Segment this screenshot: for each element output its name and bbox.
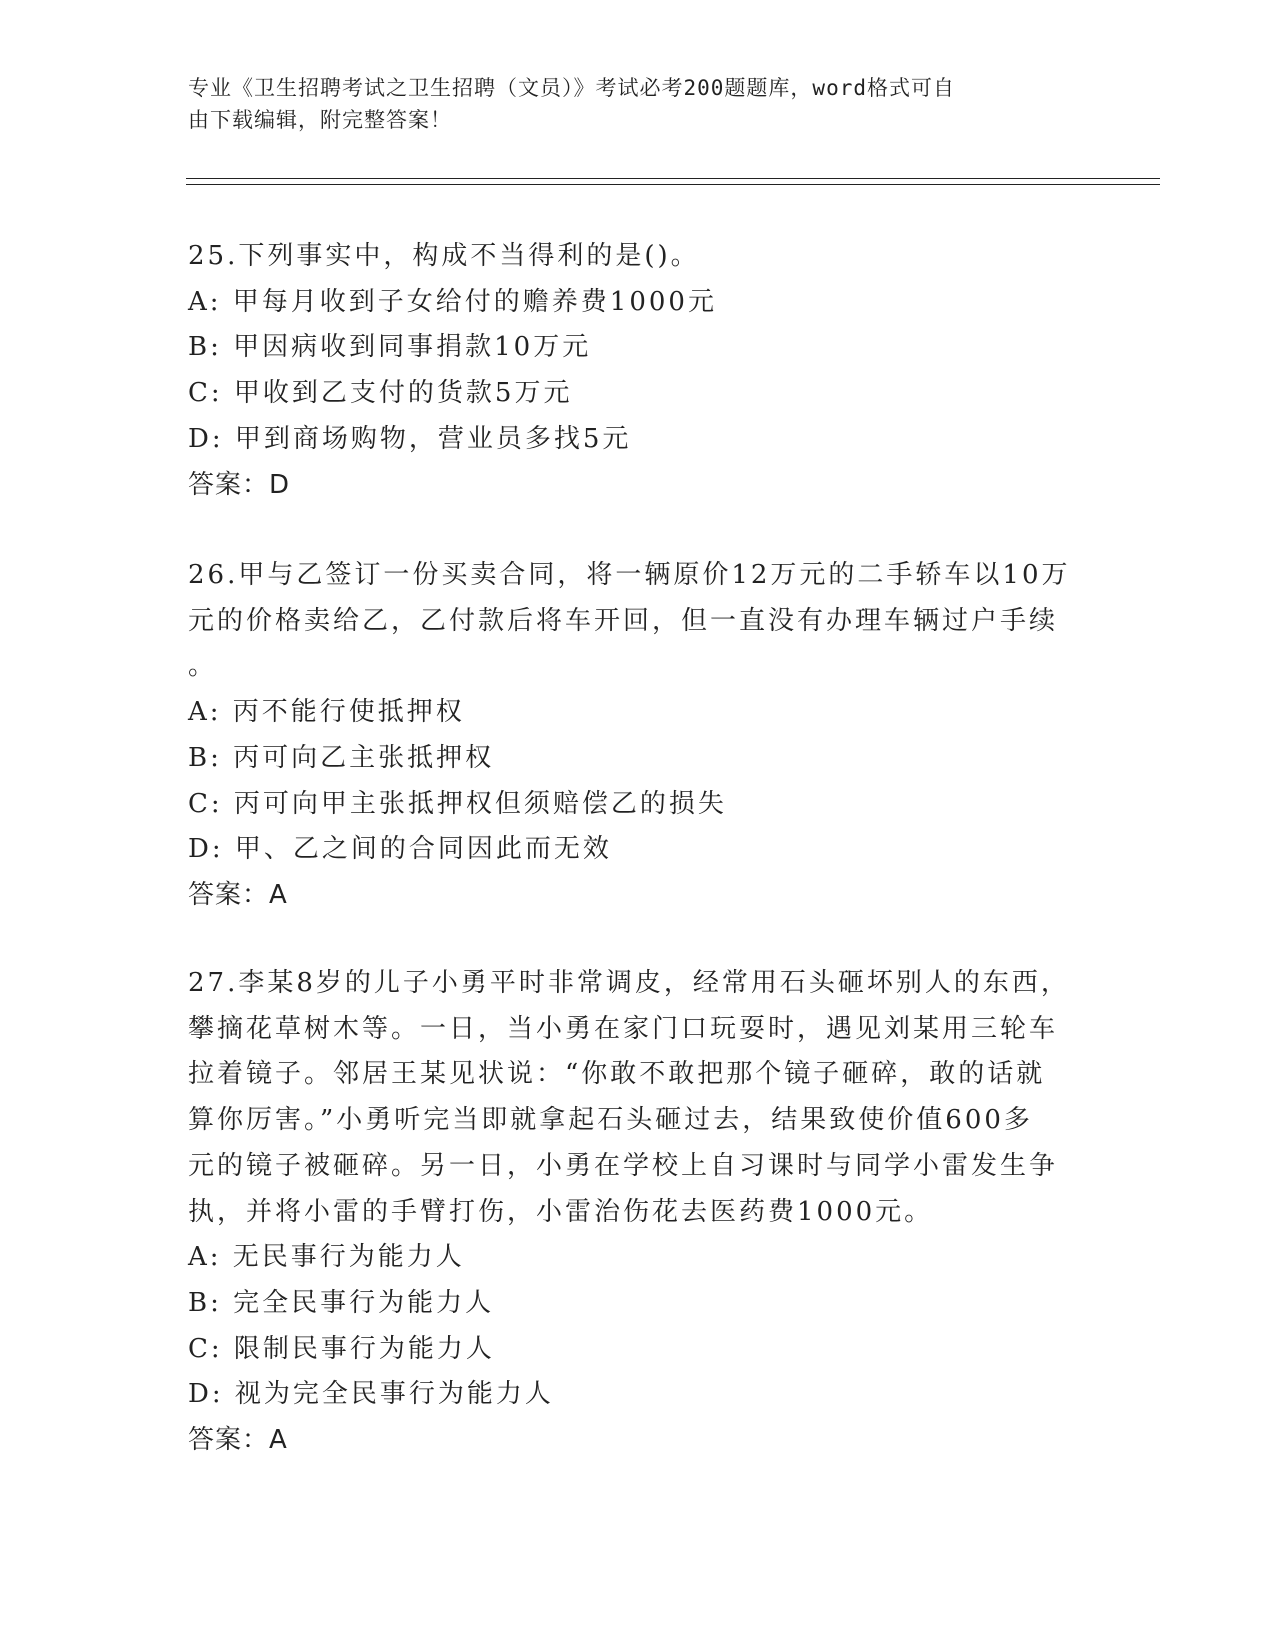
question-stem — [188, 553, 1078, 690]
header-line-1: 专业《卫生招聘考试之卫生招聘（文员）》考试必考200题题库，word格式可自 — [188, 76, 955, 100]
answer: 答案：A — [188, 879, 288, 910]
option-c: C: 甲收到乙支付的货款5万元 — [188, 378, 573, 409]
option-c: C: 丙可向甲主张抵押权但须赔偿乙的损失 — [188, 788, 727, 819]
stem-line: 27.李某8岁的儿子小勇平时非常调皮，经常用石头砸坏别人的东西， — [188, 968, 1070, 998]
option-b: B: 甲因病收到同事捐款10万元 — [188, 332, 592, 363]
stem-line: 攀摘花草树木等。一日，当小勇在家门口玩耍时，遇见刘某用三轮车 — [188, 1013, 1059, 1044]
answer: 答案：A — [188, 1425, 288, 1456]
header-rule-bottom — [186, 184, 1160, 185]
stem-line: 。 — [188, 651, 218, 682]
question-26 — [188, 553, 1078, 919]
stem-line: 算你厉害。”小勇听完当即就拿起石头砸过去，结果致使价值600多 — [188, 1105, 1033, 1136]
document-header — [188, 72, 1068, 136]
question-25 — [188, 234, 1078, 508]
question-stem — [188, 961, 1078, 1235]
option-c: C: 限制民事行为能力人 — [188, 1333, 495, 1364]
stem-line: 拉着镜子。邻居王某见状说：“你敢不敢把那个镜子砸碎，敢的话就 — [188, 1059, 1046, 1090]
stem-line: 执，并将小雷的手臂打伤，小雷治伤花去医药费1000元。 — [188, 1196, 934, 1227]
stem-line: 元的价格卖给乙，乙付款后将车开回，但一直没有办理车辆过户手续 — [188, 605, 1059, 636]
question-stem — [188, 234, 1078, 280]
option-a: A: 甲每月收到子女给付的赡养费1000元 — [188, 286, 717, 317]
option-b: B: 丙可向乙主张抵押权 — [188, 742, 495, 773]
stem-line: 26.甲与乙签订一份买卖合同，将一辆原价12万元的二手轿车以10万 — [188, 560, 1071, 590]
stem-line: 元的镜子被砸碎。另一日，小勇在学校上自习课时与同学小雷发生争 — [188, 1150, 1059, 1181]
stem-line: 25.下列事实中，构成不当得利的是()。 — [188, 241, 700, 271]
option-b: B: 完全民事行为能力人 — [188, 1287, 495, 1318]
header-rule-top — [186, 178, 1160, 179]
option-d: D: 甲、乙之间的合同因此而无效 — [188, 834, 612, 865]
option-a: A: 无民事行为能力人 — [188, 1242, 465, 1273]
header-line-2: 由下载编辑，附完整答案！ — [188, 108, 452, 132]
option-d: D: 视为完全民事行为能力人 — [188, 1379, 554, 1410]
option-a: A: 丙不能行使抵押权 — [188, 697, 465, 728]
question-27 — [188, 961, 1078, 1464]
option-d: D: 甲到商场购物，营业员多找5元 — [188, 423, 632, 454]
answer: 答案：D — [188, 469, 291, 500]
